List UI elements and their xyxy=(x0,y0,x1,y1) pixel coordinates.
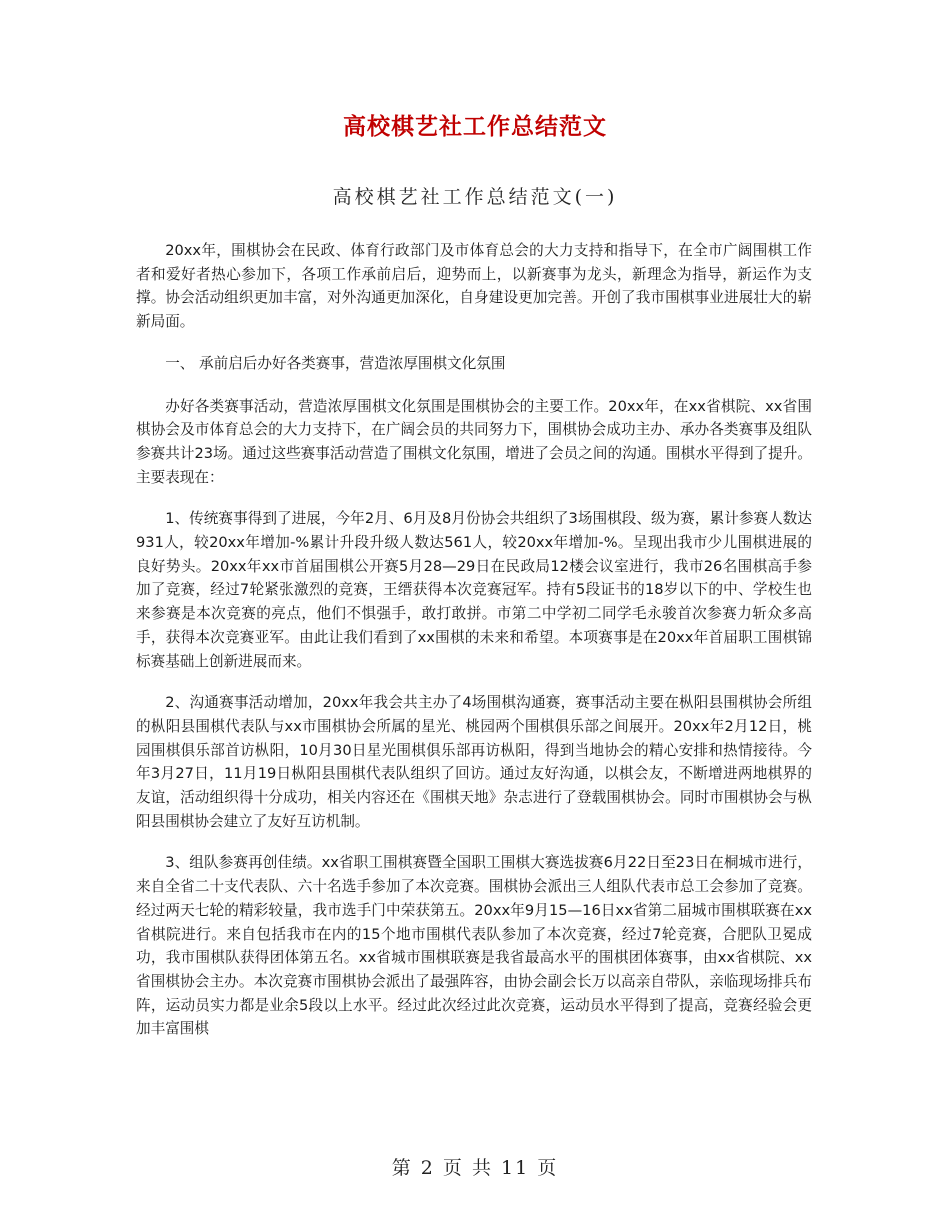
section-heading-1: 一、 承前启后办好各类赛事，营造浓厚围棋文化氛围 xyxy=(165,354,506,372)
page-footer: 第 2 页 共 11 页 xyxy=(391,1157,559,1179)
paragraph-item-3: 3、组队参赛再创佳绩。xx省职工围棋赛暨全国职工围棋大赛选拔赛6月22日至23日在桐城市进行，来自全省二十支代表队、六十名选手参加了本次竞赛。围棋协会派出三人组队代表市总工会参加了竞赛。经过两天七轮的精彩较量，我市选手门中荣获第五。20xx年9月15—16日xx省第二届城市围棋联赛在xx省棋院进行。来自包括我市在内的15个地市围棋代表队参加了本次竞赛，经过7轮竞赛，合肥队卫冕成功，我市围棋队获得团体第五名。xx省城市围棋联赛是我省最高水平的围棋团体赛事，由xx省棋院、xx省围棋协会主办。本次竞赛市围棋协会派出了最强阵容，由协会副会长万以高亲自带队，亲临现场排兵布阵，运动员实力都是业余5段以上水平。经过此次经过此次竞赛，运动员水平得到了提高，竞赛经验会更加丰富围棋 xyxy=(136,854,812,1038)
paragraph-item-2: 2、沟通赛事活动增加，20xx年我会共主办了4场围棋沟通赛，赛事活动主要在枞阳县围棋协会所组的枞阳县围棋代表队与xx市围棋协会所属的星光、桃园两个围棋俱乐部之间展开。20xx年2月12日，桃园围棋俱乐部首访枞阳，10月30日星光围棋俱乐部再访枞阳，得到当地协会的精心安排和热情接待。今年3月27日，11月19日枞阳县围棋代表队组织了回访。通过友好沟通，以棋会友，不断增进两地棋界的友谊，活动组织得十分成功，相关内容还在《围棋天地》杂志进行了登载围棋协会。同时市围棋协会与枞阳县围棋协会建立了友好互访机制。 xyxy=(136,694,812,830)
paragraph-intro: 20xx年，围棋协会在民政、体育行政部门及市体育总会的大力支持和指导下，在全市广阔围棋工作者和爱好者热心参加下，各项工作承前启后，迎势而上，以新赛事为龙头，新理念为指导，新运作为支撑。协会活动组织更加丰富，对外沟通更加深化，自身建设更加完善。开创了我市围棋事业进展壮大的崭新局面。 xyxy=(136,242,812,331)
paragraph-item-1: 1、传统赛事得到了进展，今年2月、6月及8月份协会共组织了3场围棋段、级为赛，累计参赛人数达931人，较20xx年增加-%累计升段升级人数达561人，较20xx年增加-%。呈现出我市少儿围棋进展的良好势头。20xx年xx市首届围棋公开赛5月28—29日在民政局12楼会议室进行，我市26名围棋高手参加了竞赛，经过7轮紧张激烈的竞赛，王缙获得本次竞赛冠军。持有5段证书的18岁以下的中、学校生也来参赛是本次竞赛的亮点，他们不惧强手，敢打敢拼。市第二中学初二同学毛永骏首次参赛力斩众多高手，获得本次竞赛亚军。由此让我们看到了xx围棋的未来和希望。本项赛事是在20xx年首届职工围棋锦标赛基础上创新进展而来。 xyxy=(136,510,812,670)
document-subtitle: 高校棋艺社工作总结范文(一) xyxy=(332,186,618,208)
document-title: 高校棋艺社工作总结范文 xyxy=(343,114,607,140)
document-body xyxy=(136,239,812,1059)
paragraph-section-1: 办好各类赛事活动，营造浓厚围棋文化氛围是围棋协会的主要工作。20xx年，在xx省棋院、xx省围棋协会及市体育总会的大力支持下，在广阔会员的共同努力下，围棋协会成功主办、承办各类赛事及组队参赛共计23场。通过这些赛事活动营造了围棋文化氛围，增进了会员之间的沟通。围棋水平得到了提升。主要表现在： xyxy=(136,397,812,486)
